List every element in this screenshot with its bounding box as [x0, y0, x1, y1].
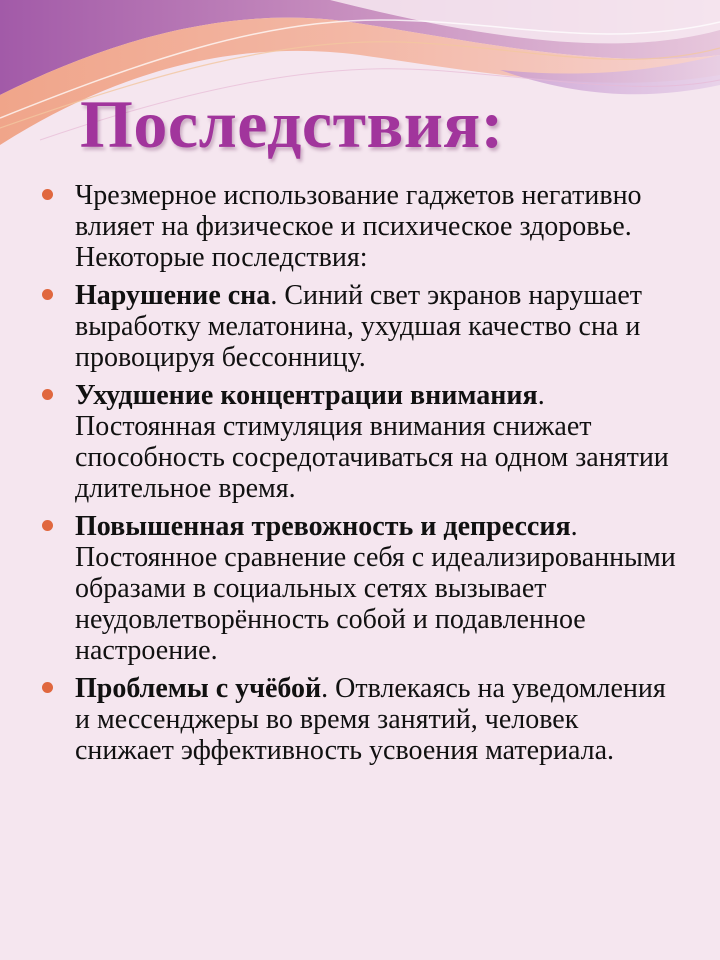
bullet-text: . Постоянная стимуляция внимания снижает способность сосредотачиваться на одном занятии длительное время.	[75, 380, 669, 504]
bullet-dot-icon	[42, 389, 53, 400]
bullet-dot-icon	[42, 520, 53, 531]
bullet-anxiety	[42, 511, 682, 666]
bullet-lead: Проблемы с учёбой	[75, 673, 322, 704]
bullet-attention	[42, 380, 682, 504]
bullet-lead: Ухудшение концентрации внимания	[75, 380, 538, 411]
slide-title: Последствия:	[80, 86, 504, 162]
bullet-dot-icon	[42, 682, 53, 693]
bullet-intro	[42, 180, 682, 273]
bullet-lead: Нарушение сна	[75, 280, 271, 311]
bullet-list	[42, 180, 682, 773]
bullet-text: . Синий свет экранов нарушает выработку мелатонина, ухудшая качество сна и провоцируя бессонницу.	[75, 280, 643, 373]
bullet-study	[42, 673, 682, 766]
bullet-text: Чрезмерное использование гаджетов негативно влияет на физическое и психическое здоровье. Некоторые последствия:	[75, 180, 642, 273]
bullet-text: . Отвлекаясь на уведомления и мессенджеры во время занятий, человек снижает эффективность усвоения материала.	[75, 673, 666, 766]
bullet-text: . Постоянное сравнение себя с идеализированными образами в социальных сетях вызывает неудовлетворённость собой и подавленное настроение.	[75, 511, 676, 666]
bullet-dot-icon	[42, 289, 53, 300]
bullet-lead: Повышенная тревожность и депрессия	[75, 511, 571, 542]
bullet-sleep	[42, 280, 682, 373]
bullet-dot-icon	[42, 189, 53, 200]
